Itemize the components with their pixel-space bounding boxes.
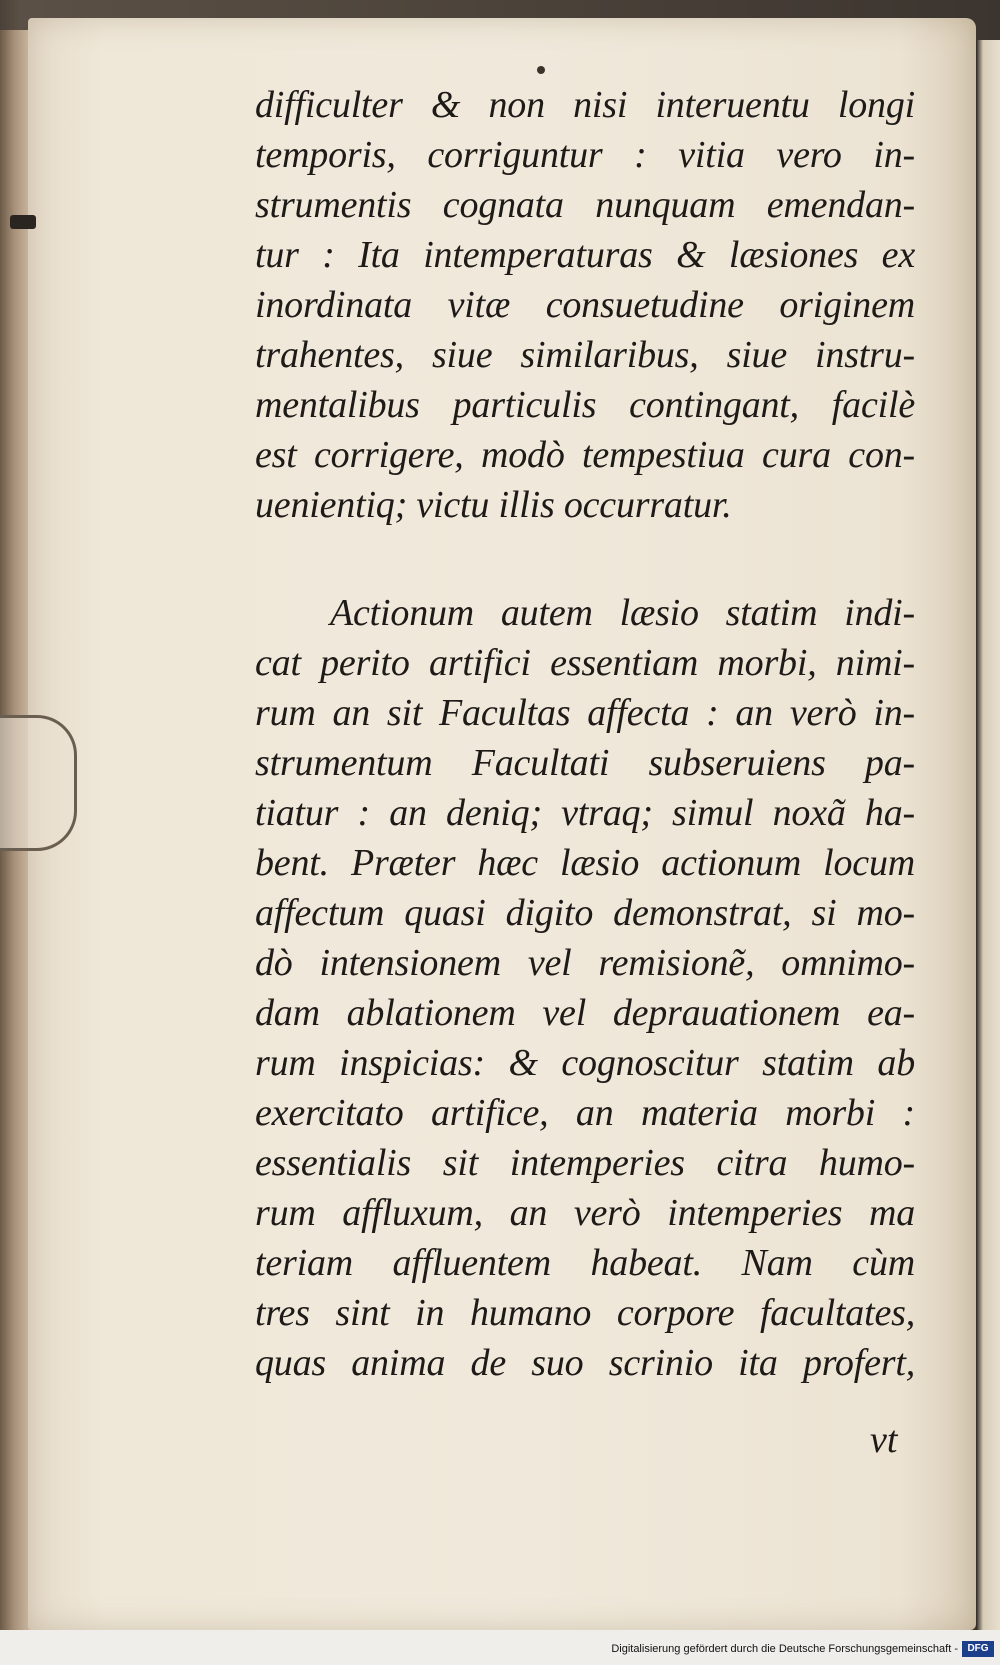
ink-spot (537, 66, 545, 74)
dfg-logo: DFG (962, 1641, 994, 1657)
text-line: mentalibus particulis contingant, facilè (255, 384, 915, 426)
text-line: exercitato artifice, an materia morbi : (255, 1092, 915, 1134)
catchword: vt (870, 1419, 898, 1461)
facing-page-edge (976, 40, 1000, 1630)
text-line: tres sint in humano corpore facultates, (255, 1292, 915, 1334)
text-line: affectum quasi digito demonstrat, si mo- (255, 892, 915, 934)
text-line: est corrigere, modò tempestiua cura con- (255, 434, 915, 476)
text-line: bent. Præter hæc læsio actionum locum (255, 842, 915, 884)
text-line: rum an sit Facultas affecta : an verò in- (255, 692, 915, 734)
text-line: tiatur : an deniq; vtraq; simul noxã ha- (255, 792, 915, 834)
text-line: rum affluxum, an verò intemperies ma (255, 1192, 915, 1234)
spine-mark (10, 215, 36, 229)
text-line: strumentum Facultati subseruiens pa- (255, 742, 915, 784)
paragraph-2 (255, 588, 915, 1388)
digitization-credit: Digitalisierung gefördert durch die Deutsche Forschungsgemeinschaft - (611, 1643, 958, 1655)
text-line: dam ablationem vel deprauationem ea- (255, 992, 915, 1034)
text-line: quas anima de suo scrinio ita profert, (255, 1342, 915, 1384)
text-line: cat perito artifici essentiam morbi, nimi- (255, 642, 915, 684)
text-line: temporis, corriguntur : vitia vero in- (255, 134, 915, 176)
text-line: teriam affluentem habeat. Nam cùm (255, 1242, 915, 1284)
page-clip (0, 715, 77, 851)
text-line: inordinata vitæ consuetudine originem (255, 284, 915, 326)
text-line: strumentis cognata nunquam emendan- (255, 184, 915, 226)
text-line: tur : Ita intemperaturas & læsiones ex (255, 234, 915, 276)
text-line: difficulter & non nisi interuentu longi (255, 84, 915, 126)
text-line: uenientiq; victu illis occurratur. (255, 484, 732, 526)
text-line: rum inspicias: & cognoscitur statim ab (255, 1042, 915, 1084)
text-line: dò intensionem vel remisionẽ, omnimo- (255, 942, 915, 984)
text-line: trahentes, siue similaribus, siue instru- (255, 334, 915, 376)
text-line: essentialis sit intemperies citra humo- (255, 1142, 915, 1184)
paragraph-1 (255, 80, 915, 530)
text-line: Actionum autem læsio statim indi- (330, 592, 915, 634)
